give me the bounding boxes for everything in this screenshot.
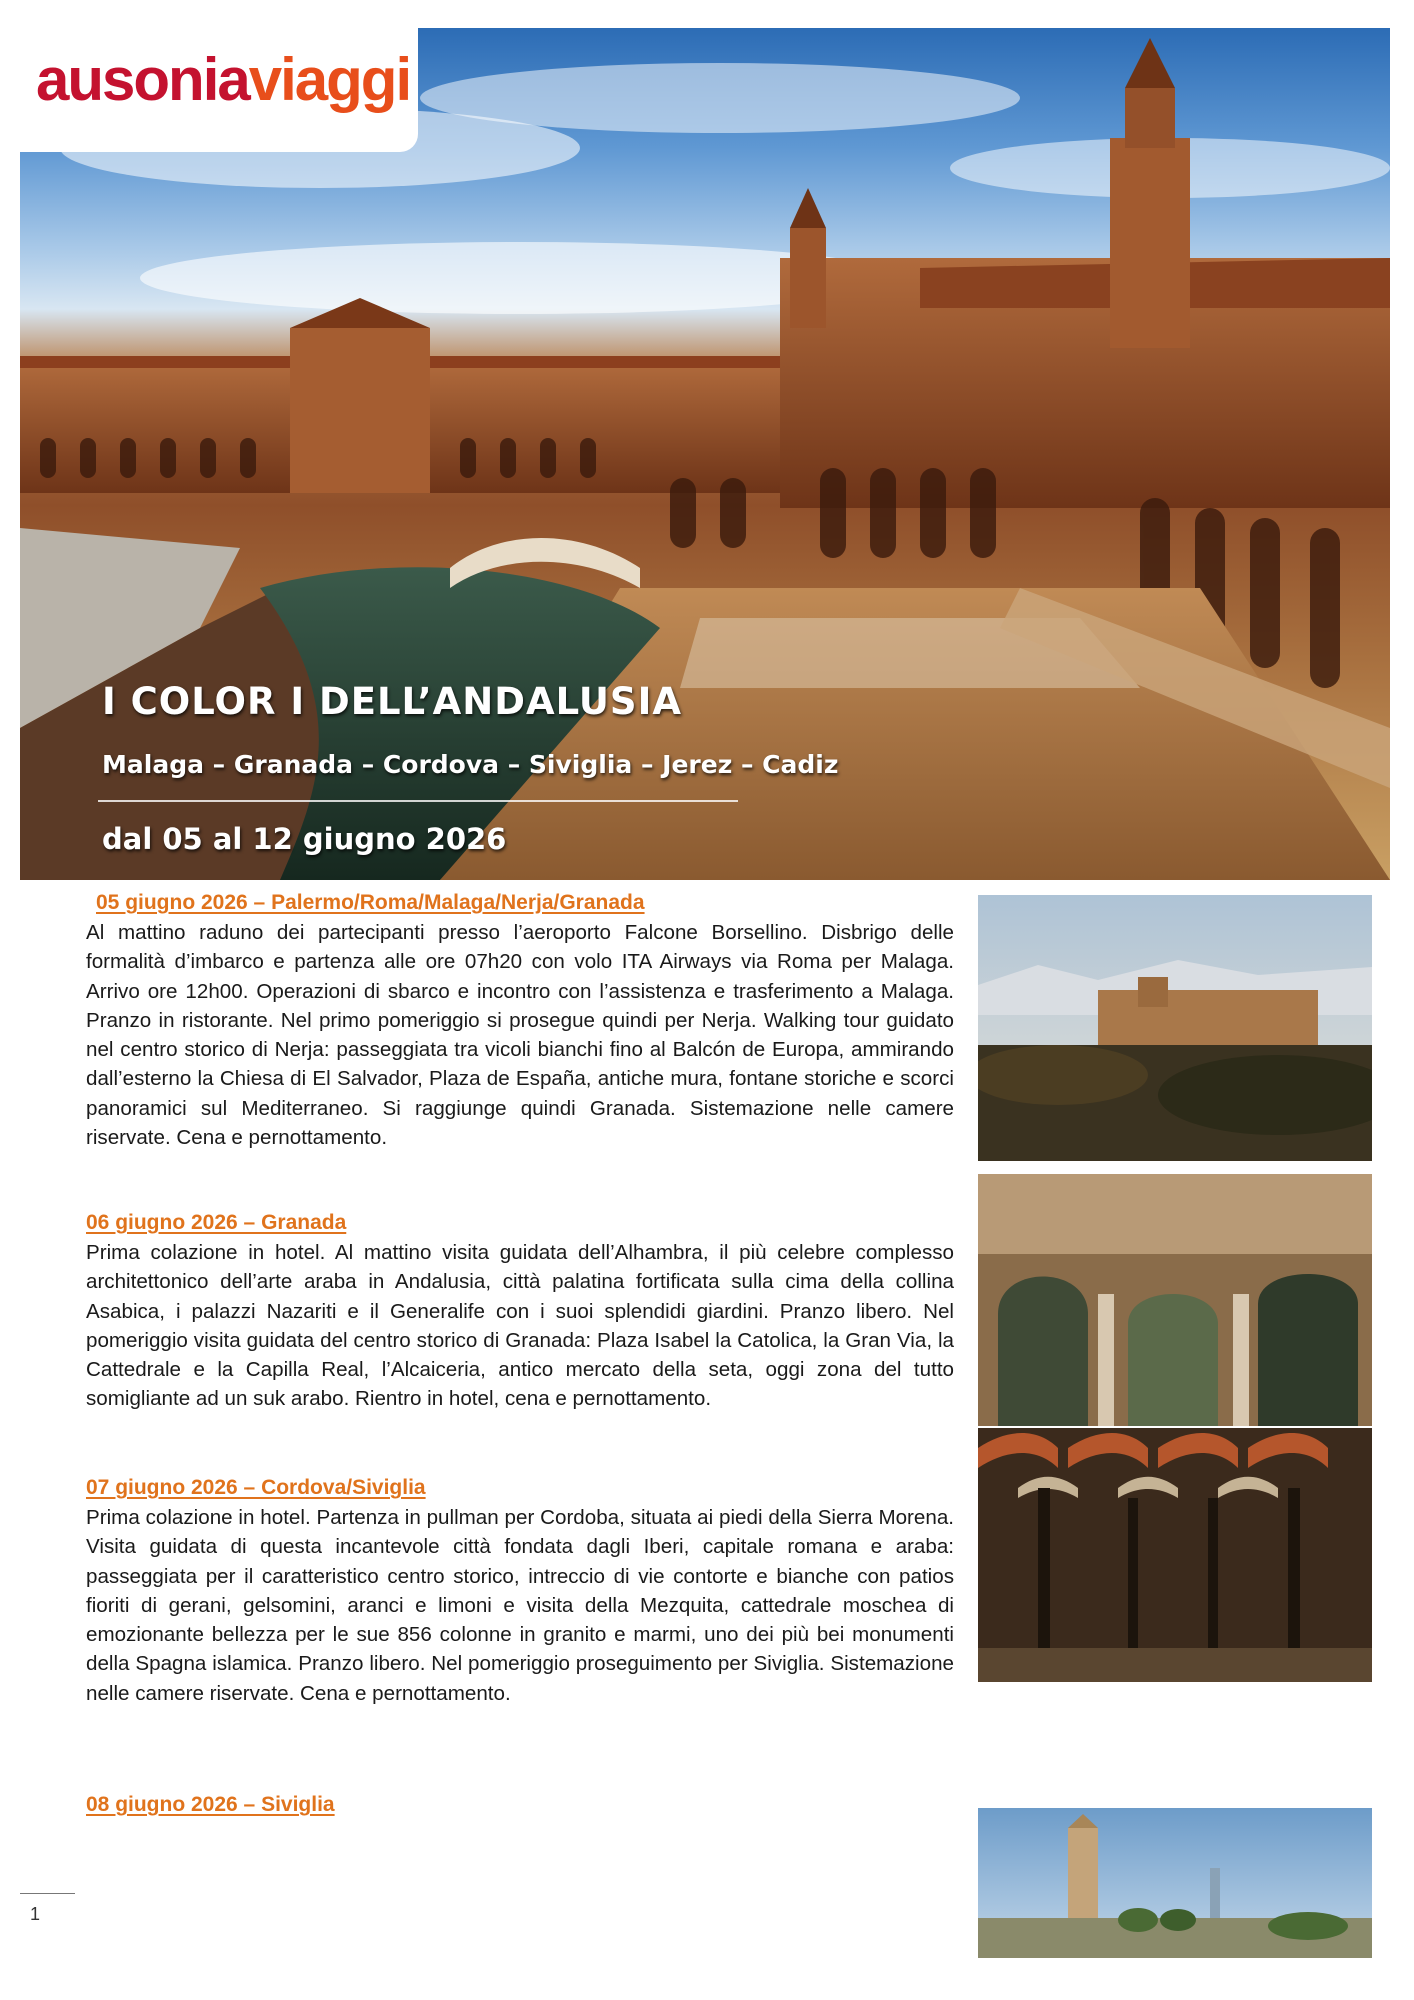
tour-dates: dal 05 al 12 giugno 2026	[102, 822, 507, 856]
ausonia-viaggi-logo[interactable]	[36, 48, 410, 112]
day-heading-3: 07 giugno 2026 – Cordova/Siviglia	[86, 1476, 426, 1499]
day-section-2	[86, 1210, 954, 1414]
tour-title: I COLOR I DELL’ANDALUSIA	[102, 680, 682, 723]
day-heading-2: 06 giugno 2026 – Granada	[86, 1211, 347, 1234]
mezquita-photo	[978, 1428, 1372, 1682]
tour-cities: Malaga – Granada – Cordova – Siviglia – Jerez – Cadiz	[102, 750, 839, 779]
day-section-4	[86, 1792, 954, 1820]
page-number: 1	[30, 1904, 41, 1924]
alhambra-photo	[978, 895, 1372, 1161]
hero-divider	[98, 800, 738, 802]
siviglia-illustration	[978, 1808, 1372, 1958]
alhambra-interior-photo	[978, 1174, 1372, 1426]
footer-rule	[20, 1893, 75, 1894]
day-section-3	[86, 1475, 954, 1708]
mezquita-illustration	[978, 1428, 1372, 1682]
siviglia-photo	[978, 1808, 1372, 1958]
day-heading-1: 05 giugno 2026 – Palermo/Roma/Malaga/Nerja/Granada	[96, 891, 645, 914]
day-text-1: Al mattino raduno dei partecipanti presso l’aeroporto Falcone Borsellino. Disbrigo delle formalità d’imbarco e partenza alle ore 07h20 con volo ITA Airways via Roma per Malaga. Arrivo ore 12h00. Operazioni di sbarco e incontro con l’assistenza e trasferimento a Malaga. Pranzo in ristorante. Nel primo pomeriggio si prosegue quindi per Nerja. Walking tour guidato nel centro storico di Nerja: passeggiata tra vicoli bianchi fino al Balcón de Europa, ammirando dall’esterno la Chiesa di El Salvador, Plaza de España, antiche mura, fontane storiche e scorci panoramici sul Mediterraneo. Si raggiunge quindi Granada. Sistemazione nelle camere riservate. Cena e pernottamento.	[86, 921, 954, 1150]
logo-part-viaggi: viaggi	[248, 46, 411, 113]
day-text-3: Prima colazione in hotel. Partenza in pullman per Cordoba, situata ai piedi della Sierra Morena. Visita guidata di questa incantevole città fondata dagli Iberi, capitale romana e araba: passeggiata per il caratteristico centro storico, intreccio di vie contorte e bianche con patios fioriti di gerani, gelsomini, aranci e limoni e visita della Mezquita, cattedrale moschea di emozionante bellezza per le sue 856 colonne in granito e marmi, uno dei più bei monumenti della Spagna islamica. Pranzo libero. Nel pomeriggio proseguimento per Siviglia. Sistemazione nelle camere riservate. Cena e pernottamento.	[86, 1506, 954, 1705]
alhambra-interior-illustration	[978, 1174, 1372, 1426]
logo-part-ausonia: ausonia	[36, 46, 249, 113]
alhambra-illustration	[978, 895, 1372, 1161]
day-text-2: Prima colazione in hotel. Al mattino visita guidata dell’Alhambra, il più celebre complesso architettonico dell’arte araba in Andalusia, città palatina fortificata sulla cima della collina Asabica, i palazzi Nazariti e il Generalife con i suoi splendidi giardini. Pranzo libero. Nel pomeriggio visita guidata del centro storico di Granada: Plaza Isabel la Catolica, la Gran Via, la Cattedrale e la Capilla Real, l’Alcaiceria, antico mercato della seta, oggi zona del tutto somigliante ad un suk arabo. Rientro in hotel, cena e pernottamento.	[86, 1241, 954, 1411]
day-heading-4: 08 giugno 2026 – Siviglia	[86, 1793, 335, 1816]
day-section-1	[86, 890, 954, 1152]
